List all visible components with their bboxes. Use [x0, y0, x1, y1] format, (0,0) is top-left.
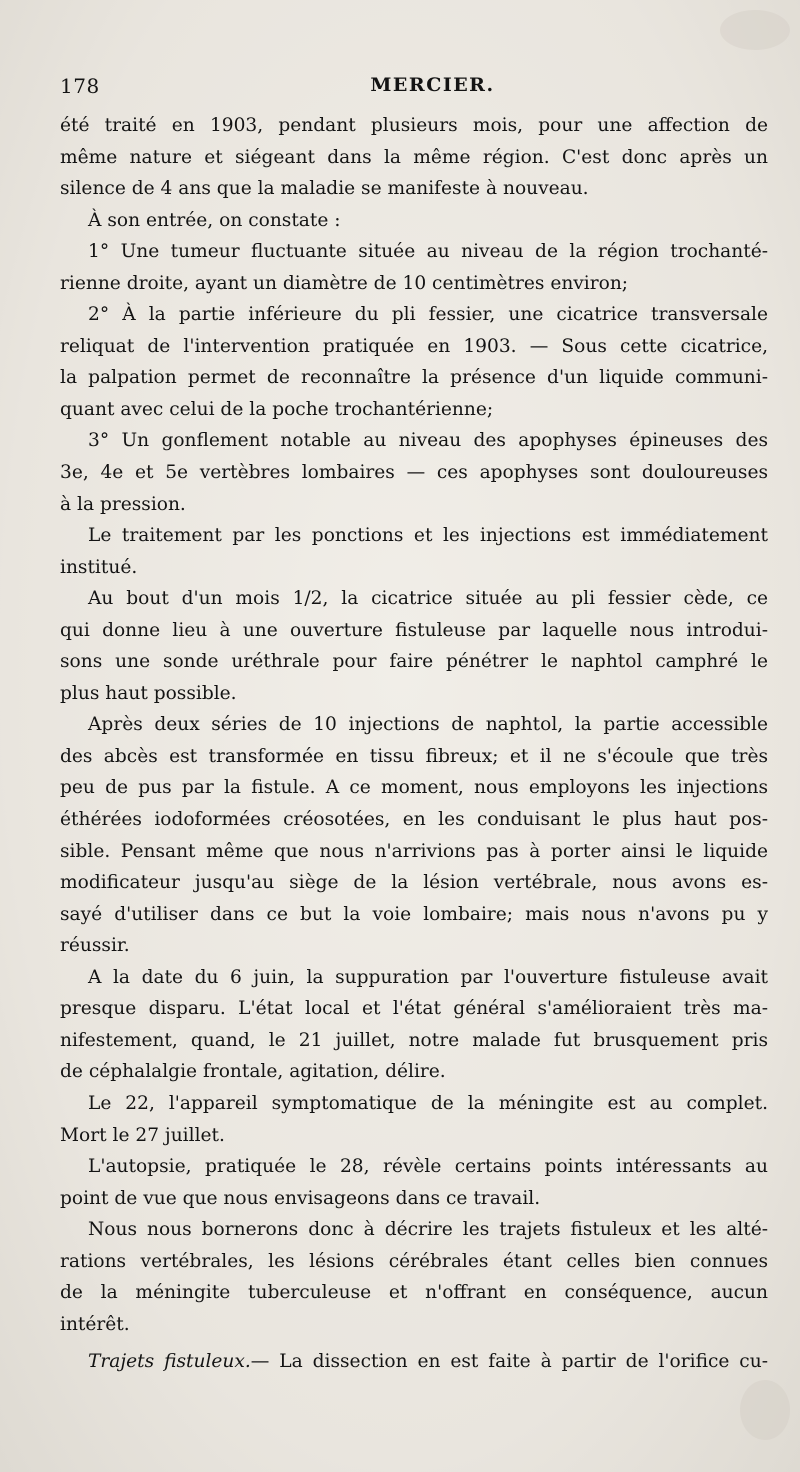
text-line: 2° À la partie inférieure du pli fessier, une cicatrice transversale: [88, 304, 768, 326]
section-heading: Trajets fistuleux.: [88, 1351, 251, 1373]
text-line: de la méningite tuberculeuse et n'offrant en conséquence, aucun: [60, 1282, 768, 1304]
text-line: Au bout d'un mois 1/2, la cicatrice située au pli fessier cède, ce: [88, 588, 768, 610]
text-line: réussir.: [60, 935, 130, 957]
page-header: [60, 74, 765, 104]
text-line: sible. Pensant même que nous n'arrivions pas à porter ainsi le liquide: [60, 840, 768, 862]
text-line: À son entrée, on constate :: [88, 209, 341, 231]
text-line: de céphalalgie frontale, agitation, délire.: [60, 1061, 446, 1083]
text-line: point de vue que nous envisageons dans ce travail.: [60, 1187, 541, 1209]
text-line: 1° Une tumeur fluctuante située au niveau de la région trochanté-: [88, 241, 768, 263]
text-line: silence de 4 ans que la maladie se manifeste à nouveau.: [60, 178, 589, 200]
text-line: même nature et siégeant dans la même région. C'est donc après un: [60, 146, 768, 168]
text-line: rations vertébrales, les lésions cérébrales étant celles bien connues: [60, 1250, 768, 1272]
text-line: sons une sonde uréthrale pour faire pénétrer le naphtol camphré le: [60, 651, 768, 673]
text-line: Après deux séries de 10 injections de naphtol, la partie accessible: [88, 714, 768, 736]
text-line: — La dissection en est faite à partir de l'orifice cu-: [250, 1351, 768, 1373]
text-line: sayé d'utiliser dans ce but la voie lombaire; mais nous n'avons pu y: [60, 903, 768, 925]
text-line: qui donne lieu à une ouverture fistuleuse par laquelle nous introdui-: [60, 619, 768, 641]
text-line: Mort le 27 juillet.: [60, 1124, 225, 1146]
text-line: 3e, 4e et 5e vertèbres lombaires — ces apophyses sont douloureuses: [60, 462, 768, 484]
running-head: MERCIER.: [370, 74, 495, 96]
text-line: peu de pus par la fistule. A ce moment, nous employons les injections: [60, 777, 768, 799]
text-line: modificateur jusqu'au siège de la lésion vertébrale, nous avons es-: [60, 872, 768, 894]
text-line: éthérées iodoformées créosotées, en les conduisant le plus haut pos-: [60, 809, 768, 831]
page-number: 178: [60, 74, 100, 98]
text-line: à la pression.: [60, 493, 186, 515]
body-text: [60, 110, 768, 1378]
text-line: 3° Un gonflement notable au niveau des apophyses épineuses des: [88, 430, 768, 452]
text-line: plus haut possible.: [60, 682, 237, 704]
text-line: Nous nous bornerons donc à décrire les trajets fistuleux et les alté-: [88, 1219, 768, 1241]
text-line: la palpation permet de reconnaître la présence d'un liquide communi-: [60, 367, 768, 389]
text-line: A la date du 6 juin, la suppuration par l'ouverture fistuleuse avait: [88, 966, 768, 988]
text-line: été traité en 1903, pendant plusieurs mois, pour une affection de: [60, 115, 768, 136]
text-line: Le traitement par les ponctions et les injections est immédiatement: [88, 525, 768, 547]
text-line-heading: [60, 1346, 768, 1378]
text-line: L'autopsie, pratiquée le 28, révèle certains points intéressants au: [88, 1156, 768, 1178]
text-line: Le 22, l'appareil symptomatique de la méningite est au complet.: [88, 1092, 768, 1114]
text-line: nifestement, quand, le 21 juillet, notre malade fut brusquement pris: [60, 1029, 768, 1051]
text-line: rienne droite, ayant un diamètre de 10 centimètres environ;: [60, 272, 629, 294]
text-line: presque disparu. L'état local et l'état général s'amélioraient très ma-: [60, 998, 768, 1020]
text-line: quant avec celui de la poche trochantérienne;: [60, 398, 494, 420]
text-line: institué.: [60, 556, 138, 578]
text-line: des abcès est transformée en tissu fibreux; et il ne s'écoule que très: [60, 745, 768, 767]
text-line: reliquat de l'intervention pratiquée en 1903. — Sous cette cicatrice,: [60, 335, 768, 357]
text-line: intérêt.: [60, 1313, 130, 1335]
